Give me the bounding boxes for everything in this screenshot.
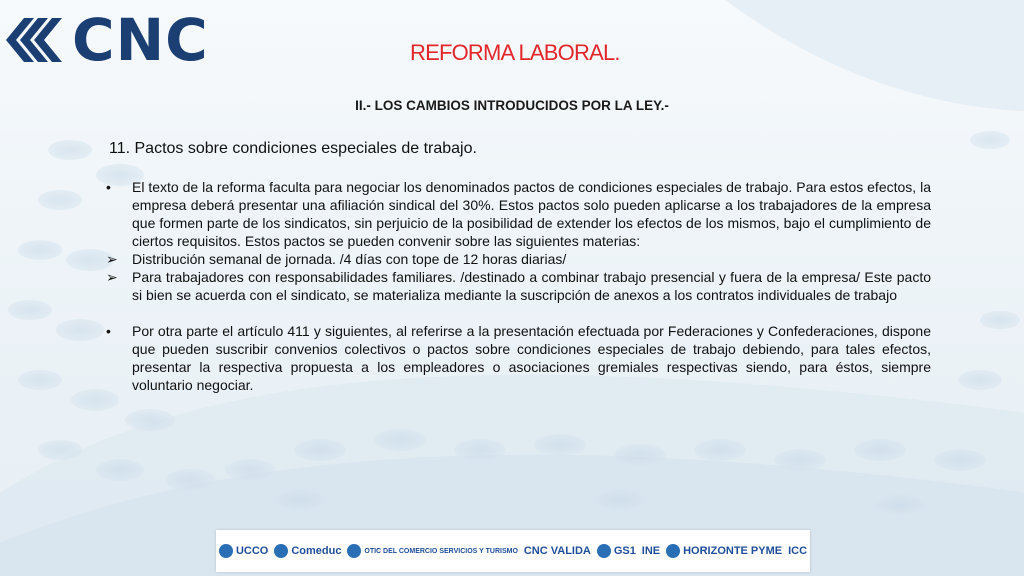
bullet-text: El texto de la reforma faculta para negociar los denominados pactos de condiciones especiales de trabajo. Para estos efectos, la empresa deberá presentar una afiliación sindical del 30%. Estos pactos solo pueden aplicarse a los trabajadores de la empresa que formen parte de los sindicatos, sin perjuicio de la posibilidad de extender los efectos de los mismos, bajo el cumplimiento de ciertos requisitos. Estos pactos se pueden convenir sobre las siguientes materias: xyxy=(132,179,931,249)
arrow-item xyxy=(106,268,931,304)
sponsor-logo: UCCO xyxy=(219,544,268,558)
sponsor-icon xyxy=(347,544,361,558)
bullet-marker: • xyxy=(106,179,111,195)
arrow-item xyxy=(106,250,931,268)
bullet-item xyxy=(106,178,931,250)
sponsor-logo: CNC VALIDA xyxy=(523,545,591,557)
section-heading: 11. Pactos sobre condiciones especiales de trabajo. xyxy=(109,140,477,157)
slide-title: REFORMA LABORAL. xyxy=(410,40,620,65)
sponsor-icon xyxy=(219,544,233,558)
sponsor-icon xyxy=(274,544,288,558)
arrow-item-text: Para trabajadores con responsabilidades familiares. /destinado a combinar trabajo presencial y fuera de la empresa/ Este pacto si bien se acuerda con el sindicato, se materializa mediante la suscripción de anexos a los contratos individuales de trabajo xyxy=(132,269,931,303)
slide-subtitle: II.- LOS CAMBIOS INTRODUCIDOS POR LA LEY.- xyxy=(355,98,669,113)
arrow-bullet-icon: ➢ xyxy=(106,251,118,267)
sponsor-logo: OTIC DEL COMERCIO SERVICIOS Y TURISMO xyxy=(347,544,518,558)
bullet-text: Por otra parte el artículo 411 y siguientes, al referirse a la presentación efectuada por Federaciones y Confederaciones, dispone que pueden suscribir convenios colectivos o pactos sobre condiciones especiales de trabajo debiendo, para tales efectos, presentar la respectiva propuesta a los empleadores o asociaciones gremiales respectivas siendo, para éstos, siempre voluntario negociar. xyxy=(132,323,931,393)
slide-content xyxy=(106,178,931,394)
sponsor-logo: Comeduc xyxy=(274,544,341,558)
sponsor-logo: ICC xyxy=(788,545,808,557)
cnc-emblem-icon xyxy=(6,12,68,68)
cnc-logo xyxy=(6,6,242,74)
bullet-marker: • xyxy=(106,323,111,339)
logo-text: CNC xyxy=(72,6,209,74)
bullet-item xyxy=(106,322,931,394)
sponsor-logo: GS1 xyxy=(597,544,636,558)
arrow-item-text: Distribución semanal de jornada. /4 días con tope de 12 horas diarias/ xyxy=(132,251,567,267)
sponsor-icon xyxy=(666,544,680,558)
sponsor-logos-bar xyxy=(216,530,810,572)
sponsor-icon xyxy=(597,544,611,558)
arrow-bullet-icon: ➢ xyxy=(106,269,118,285)
sponsor-logo: HORIZONTE PYME xyxy=(666,544,782,558)
sponsor-logo: INE xyxy=(641,545,661,557)
